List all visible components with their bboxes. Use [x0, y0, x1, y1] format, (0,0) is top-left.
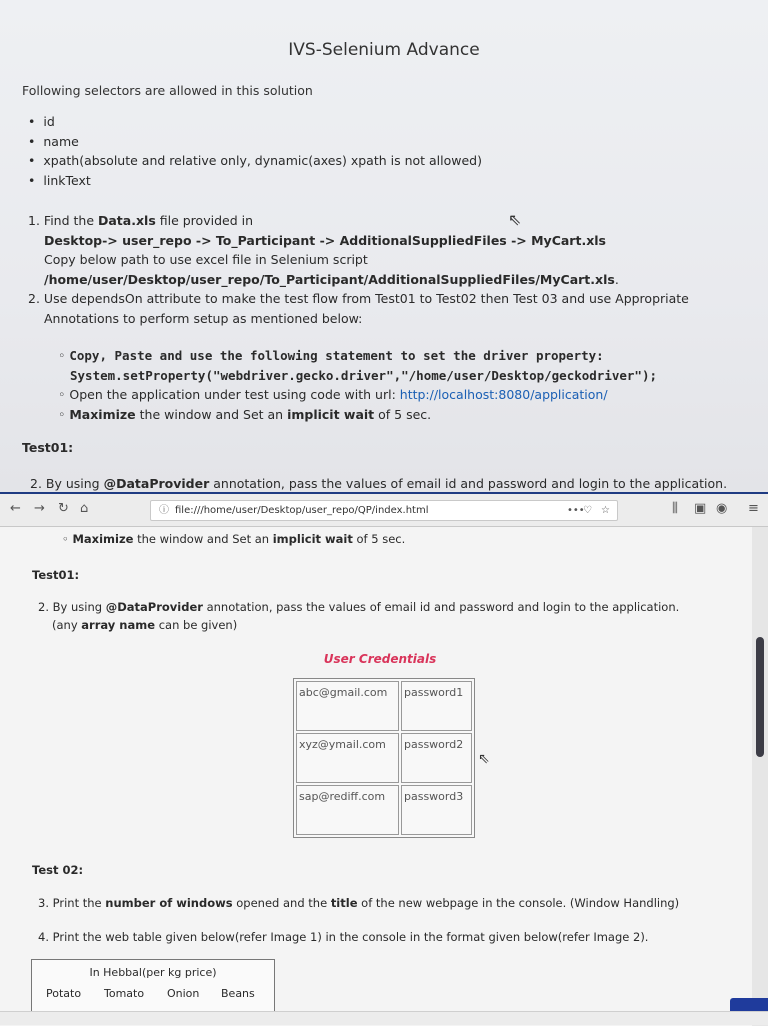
column-header: Beans — [221, 987, 255, 1000]
table-row — [296, 785, 472, 835]
address-bar[interactable] — [150, 500, 618, 521]
step-1-line — [28, 211, 754, 231]
test02-step-3 — [38, 896, 679, 910]
table-row — [296, 681, 472, 731]
step-2-line — [28, 289, 754, 309]
email-cell: abc@gmail.com — [296, 681, 399, 731]
forward-arrow-icon[interactable]: → — [34, 501, 45, 516]
maximize-instruction: ◦ Maximize the window and Set an implicit wait of 5 sec. — [58, 406, 432, 422]
steps-list — [28, 211, 754, 328]
test02-step-4: 4. Print the web table given below(refer Image 1) in the console in the format given below(refer Image 2). — [38, 930, 649, 944]
page-content — [0, 527, 752, 1026]
test02-heading: Test 02: — [32, 863, 84, 877]
back-arrow-icon[interactable]: ← — [10, 501, 21, 516]
table-caption: In Hebbal(per kg price) — [89, 966, 217, 979]
implicit-wait-label: implicit wait — [287, 406, 375, 422]
maximize-label: Maximize — [72, 532, 134, 546]
annotation-name: @DataProvider — [103, 476, 210, 491]
column-header: Onion — [167, 987, 200, 1000]
step-text: annotation, pass the values of email id and password and login to the application. — [202, 600, 680, 614]
maximize-instruction: ◦ Maximize the window and Set an implicit wait of 5 sec. — [62, 532, 406, 546]
instructions-document — [0, 0, 768, 492]
statement-code: System.setProperty("webdriver.gecko.driver","/home/user/Desktop/geckodriver"); — [70, 367, 657, 383]
step-number: 1. — [28, 213, 40, 228]
selector-item: • id — [28, 112, 482, 132]
note-text: can be given) — [155, 618, 238, 632]
url-text: file:///home/user/Desktop/user_repo/QP/index.html — [175, 505, 429, 516]
full-file-path — [28, 270, 754, 290]
open-app-instruction: ◦ Open the application under test using code with url: http://localhost:8080/application/ — [58, 387, 608, 402]
array-name-note — [52, 618, 237, 632]
pocket-icon[interactable]: ♡ — [583, 505, 592, 516]
full-path-text: /home/user/Desktop/user_repo/To_Participant/AdditionalSuppliedFiles/MyCart.xls — [44, 271, 615, 287]
implicit-wait-label: implicit wait — [272, 532, 353, 546]
document-title: IVS-Selenium Advance — [288, 40, 480, 60]
copy-paste-text: Copy, Paste and use the following statement to set the driver property: — [69, 348, 604, 363]
browser-window — [0, 492, 768, 1026]
note-text: (any — [52, 618, 82, 632]
copy-paste-instruction: ◦ Copy, Paste and use the following statement to set the driver property: — [58, 348, 604, 363]
step-text: file provided in — [155, 213, 253, 228]
copy-instruction: Copy below path to use excel file in Selenium script — [44, 252, 368, 267]
step-text: of the new webpage in the console. (Window Handling) — [357, 896, 680, 910]
array-name-label: array name — [81, 618, 156, 632]
second-browser-toolbar-edge — [0, 1011, 768, 1025]
wait-duration: of 5 sec. — [352, 532, 406, 546]
password-cell: password3 — [401, 785, 472, 835]
maximize-text: the window and Set an — [133, 532, 273, 546]
sidebar-icon[interactable]: ▣ — [694, 501, 707, 516]
credentials-table — [293, 678, 475, 838]
step-text: 3. Print the — [38, 896, 106, 910]
step-text: 2. By using — [30, 476, 104, 491]
column-header: Potato — [46, 987, 82, 1000]
password-cell: password2 — [401, 733, 472, 783]
setup-sub-steps — [58, 346, 657, 424]
mouse-cursor-icon: ⇖ — [508, 210, 522, 229]
step-2-line-2: Annotations to perform setup as mentioned below: — [44, 310, 363, 326]
bookmark-star-icon[interactable]: ☆ — [601, 505, 610, 516]
open-app-text: Open the application under test using code with url: — [69, 387, 400, 402]
maximize-text: the window and Set an — [135, 406, 288, 422]
vertical-scrollbar[interactable] — [752, 527, 768, 1026]
selectors-intro: Following selectors are allowed in this solution — [22, 83, 313, 98]
email-cell: sap@rediff.com — [296, 785, 399, 835]
password-cell: password1 — [401, 681, 472, 731]
page-actions-icon[interactable]: ••• — [567, 505, 585, 516]
menu-icon[interactable]: ≡ — [748, 501, 759, 516]
step-text: opened and the — [232, 896, 331, 910]
test01-step-2 — [30, 476, 727, 491]
mouse-cursor-icon: ⇖ — [478, 751, 490, 767]
file-location-path: Desktop-> user_repo -> To_Participant -> AdditionalSuppliedFiles -> MyCart.xls — [44, 232, 606, 248]
home-icon[interactable]: ⌂ — [80, 501, 89, 516]
step-text: Find the — [43, 213, 98, 228]
step-text: 2. By using — [38, 600, 106, 614]
maximize-label: Maximize — [69, 406, 136, 422]
extension-icon[interactable]: ◉ — [716, 501, 728, 516]
table-row — [296, 733, 472, 783]
selector-item: • xpath(absolute and relative only, dynamic(axes) xpath is not allowed) — [28, 151, 482, 171]
info-icon[interactable]: ⓘ — [159, 505, 169, 516]
selector-item: • linkText — [28, 171, 482, 191]
test01-heading: Test01: — [22, 440, 74, 455]
selector-item: • name — [28, 132, 482, 152]
taskbar-corner — [730, 998, 768, 1012]
email-cell: xyz@ymail.com — [296, 733, 399, 783]
application-url: http://localhost:8080/application/ — [399, 387, 608, 402]
reload-icon[interactable]: ↻ — [58, 501, 69, 516]
scrollbar-thumb[interactable] — [756, 637, 764, 757]
full-path-period: . — [614, 271, 619, 287]
selectors-list — [28, 112, 482, 190]
browser-toolbar — [0, 494, 768, 527]
windows-count-label: number of windows — [105, 896, 233, 910]
step-number: 2. — [28, 291, 40, 306]
annotation-name: @DataProvider — [105, 600, 203, 614]
column-header: Tomato — [104, 987, 145, 1000]
step-text: Use dependsOn attribute to make the test flow from Test01 to Test02 then Test 03 and use Appropriate — [43, 291, 689, 306]
set-property-statement — [58, 366, 657, 386]
test01-step-2 — [38, 600, 679, 614]
wait-duration: of 5 sec. — [374, 406, 432, 422]
title-label: title — [330, 896, 358, 910]
library-icon[interactable]: ⫼ — [672, 501, 678, 516]
file-name: Data.xls — [98, 213, 156, 228]
test01-heading: Test01: — [32, 568, 80, 582]
user-credentials-title: User Credentials — [323, 652, 437, 666]
step-text: annotation, pass the values of email id and password and login to the application. — [209, 476, 728, 491]
